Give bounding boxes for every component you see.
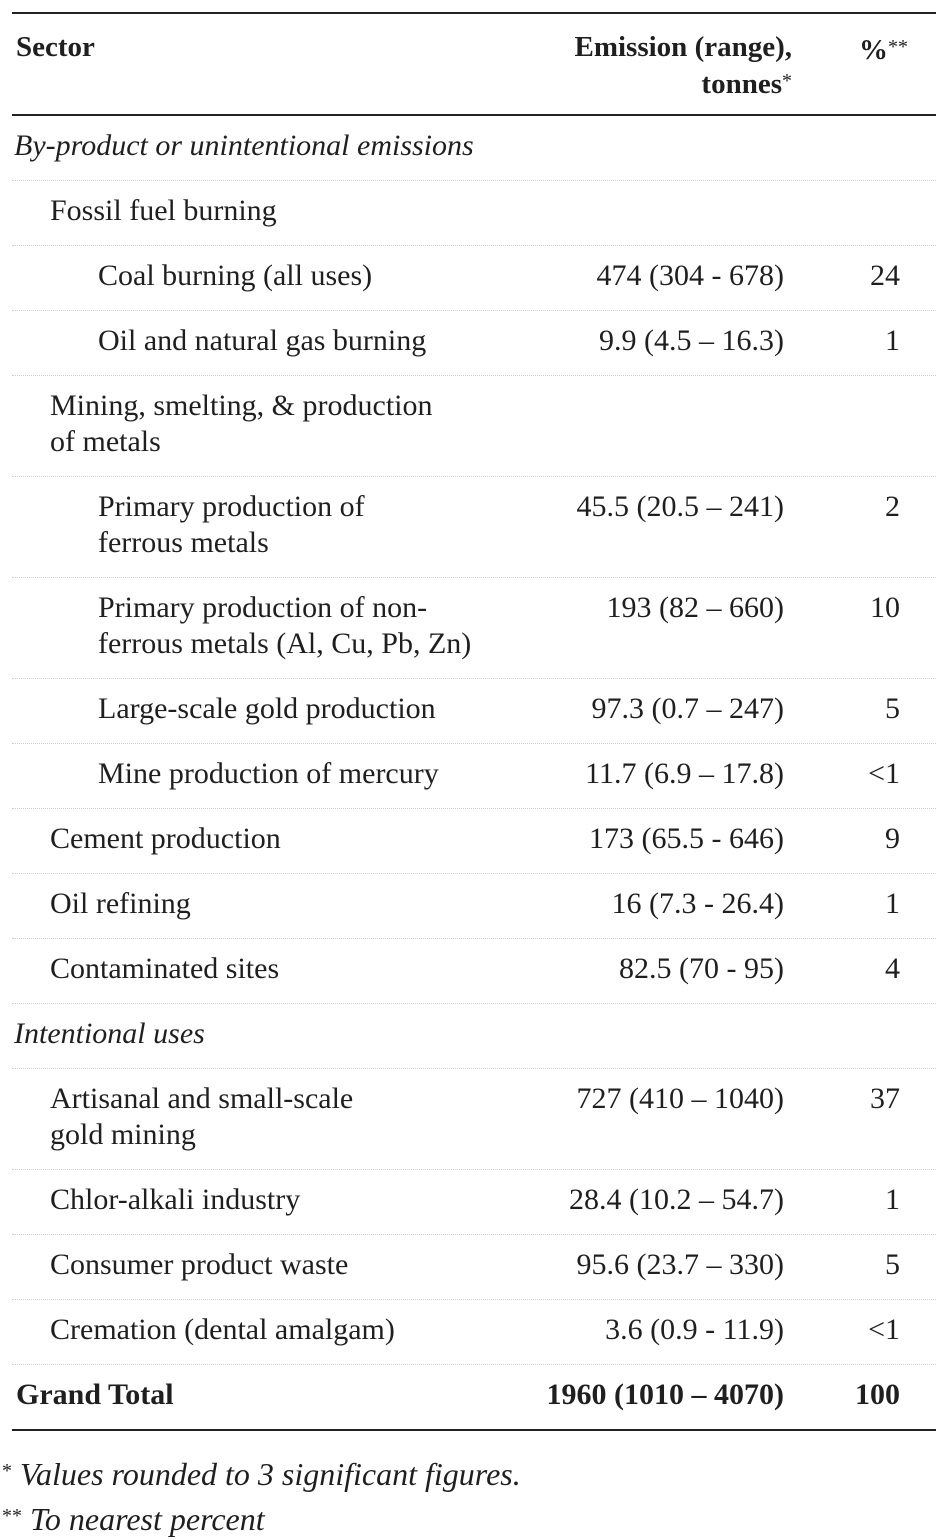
header-emission-mark: *: [782, 70, 792, 92]
row-label-line2: ferrous metals: [98, 526, 269, 559]
row-label-line2: of metals: [50, 425, 161, 458]
row-emission: 45.5 (20.5 – 241): [576, 490, 784, 523]
row-label: Contaminated sites: [50, 952, 280, 985]
row-percent: 24: [870, 259, 900, 292]
header-sector: Sector: [16, 31, 95, 63]
row-emission: 95.6 (23.7 – 330): [576, 1248, 784, 1281]
row-percent: 37: [870, 1082, 900, 1115]
footnote-2-mark: **: [2, 1505, 22, 1527]
row-percent: 4: [885, 952, 900, 985]
table-row: [12, 246, 936, 311]
row-label: Oil and natural gas burning: [98, 324, 427, 357]
table-row: [12, 1300, 936, 1365]
row-label-line1: Primary production of non-: [98, 591, 428, 624]
row-label-line2: ferrous metals (Al, Cu, Pb, Zn): [98, 627, 472, 660]
row-emission: 727 (410 – 1040): [576, 1082, 784, 1115]
header-emission-line2-wrap: [575, 64, 793, 101]
row-label: [50, 1081, 353, 1153]
row-percent: 1: [885, 887, 900, 920]
row-label-line2: gold mining: [50, 1118, 196, 1151]
row-label-line1: Primary production of: [98, 490, 365, 523]
row-label: [98, 590, 471, 662]
grand-total-percent: 100: [855, 1378, 900, 1411]
header-emission-line2: tonnes: [701, 68, 782, 100]
row-label: Fossil fuel burning: [50, 194, 277, 227]
row-label: Oil refining: [50, 887, 191, 920]
table-row: [12, 809, 936, 874]
grand-total-row: [12, 1365, 936, 1431]
row-percent: 5: [885, 1248, 900, 1281]
footnotes: [2, 1450, 521, 1540]
table-row: [12, 1170, 936, 1235]
header-emission-line1: Emission (range),: [574, 31, 792, 63]
row-emission: 97.3 (0.7 – 247): [591, 692, 784, 725]
table-row: [12, 939, 936, 1004]
row-emission: 11.7 (6.9 – 17.8): [585, 757, 784, 790]
row-percent: 1: [885, 1183, 900, 1216]
row-label-line1: Mining, smelting, & production: [50, 389, 433, 422]
row-label: [98, 489, 365, 561]
footnote-1-text: Values rounded to 3 significant figures.: [12, 1456, 521, 1492]
footnote-1-mark: *: [2, 1460, 12, 1482]
header-emission: [575, 30, 793, 101]
table-row: [12, 181, 936, 246]
table-row: [12, 1004, 936, 1069]
table-row: [12, 744, 936, 809]
row-label: Coal burning (all uses): [98, 259, 373, 292]
row-percent: 5: [885, 692, 900, 725]
footnote-2: [2, 1495, 521, 1540]
table-row: [12, 679, 936, 744]
row-emission: 193 (82 – 660): [606, 591, 784, 624]
footnote-1: [2, 1450, 521, 1495]
grand-total-label: Grand Total: [16, 1378, 174, 1411]
table-row: [12, 376, 936, 477]
table-row: [12, 874, 936, 939]
table-row: [12, 311, 936, 376]
row-label-line1: Artisanal and small-scale: [50, 1082, 354, 1115]
grand-total-emission: 1960 (1010 – 4070): [546, 1378, 784, 1411]
row-label: Cremation (dental amalgam): [50, 1313, 395, 1346]
row-emission: 16 (7.3 - 26.4): [611, 887, 784, 920]
row-label: Intentional uses: [14, 1017, 205, 1050]
table-row: [12, 116, 936, 181]
header-percent: [859, 30, 908, 67]
row-percent: 1: [885, 324, 900, 357]
table-row: [12, 1069, 936, 1170]
row-label: Chlor-alkali industry: [50, 1183, 301, 1216]
footnote-2-text: To nearest percent: [22, 1501, 265, 1537]
emissions-table: [12, 12, 936, 1431]
row-label: Large-scale gold production: [98, 692, 436, 725]
table-row: [12, 477, 936, 578]
header-percent-mark: **: [888, 36, 908, 58]
row-emission: 474 (304 - 678): [596, 259, 784, 292]
row-label: Cement production: [50, 822, 281, 855]
row-percent: 10: [870, 591, 900, 624]
table-header: [12, 14, 936, 116]
row-percent: <1: [868, 1313, 900, 1346]
row-label: Consumer product waste: [50, 1248, 349, 1281]
row-emission: 82.5 (70 - 95): [619, 952, 784, 985]
row-emission: 28.4 (10.2 – 54.7): [569, 1183, 784, 1216]
row-percent: 9: [885, 822, 900, 855]
table-row: [12, 1235, 936, 1300]
header-percent-label: %: [859, 34, 888, 66]
row-label: [50, 388, 433, 460]
row-percent: 2: [885, 490, 900, 523]
row-emission: 173 (65.5 - 646): [589, 822, 784, 855]
row-label: Mine production of mercury: [98, 757, 439, 790]
row-percent: <1: [868, 757, 900, 790]
table-row: [12, 578, 936, 679]
row-label: By-product or unintentional emissions: [14, 129, 474, 162]
row-emission: 3.6 (0.9 - 11.9): [605, 1313, 784, 1346]
row-emission: 9.9 (4.5 – 16.3): [599, 324, 784, 357]
